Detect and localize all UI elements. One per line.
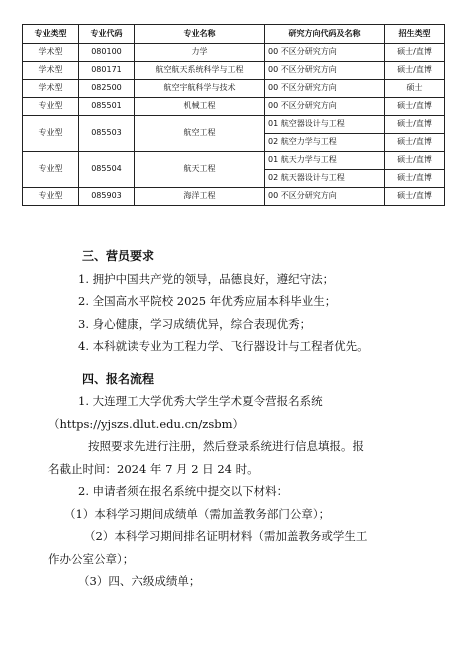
cell-name: 力学 (135, 44, 265, 62)
body-text (48, 245, 448, 593)
section4-heading: 四、报名流程 (82, 371, 155, 386)
cell-code: 080100 (79, 44, 135, 62)
cell-type: 学术型 (23, 62, 79, 80)
header-type: 专业类型 (23, 25, 79, 44)
cell-type: 专业型 (23, 188, 79, 206)
cell-direction: 01 航天力学与工程 (265, 152, 385, 170)
requirement-item: 1. 拥护中国共产党的领导，品德良好，遵纪守法； (78, 271, 335, 286)
header-enroll: 招生类型 (385, 25, 445, 44)
cell-direction: 02 航空力学与工程 (265, 134, 385, 152)
table-row (23, 188, 445, 206)
cell-code: 082500 (79, 80, 135, 98)
cell-type: 专业型 (23, 152, 79, 188)
material-item-continued: 作办公室公章）； (48, 551, 135, 566)
table-row (23, 116, 445, 134)
cell-code: 085903 (79, 188, 135, 206)
cell-direction: 00 不区分研究方向 (265, 44, 385, 62)
cell-direction: 00 不区分研究方向 (265, 62, 385, 80)
cell-enroll: 硕士/直博 (385, 44, 445, 62)
section3-heading: 三、营员要求 (82, 249, 155, 263)
cell-type: 学术型 (23, 80, 79, 98)
programs-table (22, 24, 445, 206)
cell-type: 专业型 (23, 116, 79, 152)
cell-name: 航空航天系统科学与工程 (135, 62, 265, 80)
cell-enroll: 硕士/直博 (385, 116, 445, 134)
table-row (23, 80, 445, 98)
cell-code: 085503 (79, 116, 135, 152)
cell-code: 080171 (79, 62, 135, 80)
process-paragraph-2: 按照要求先进行注册，然后登录系统进行信息填报。报 (88, 439, 364, 453)
cell-type: 学术型 (23, 44, 79, 62)
requirement-item: 2. 全国高水平院校 2025 年优秀应届本科毕业生； (78, 294, 337, 308)
table-row (23, 98, 445, 116)
header-code: 专业代码 (79, 25, 135, 44)
registration-url: （https://yjszs.dlut.edu.cn/zsbm） (48, 416, 245, 431)
cell-enroll: 硕士/直博 (385, 152, 445, 170)
cell-enroll: 硕士/直博 (385, 170, 445, 188)
process-paragraph-3: 2. 申请者须在报名系统中提交以下材料： (78, 484, 289, 498)
deadline-line: 名截止时间：2024 年 7 月 2 日 24 时。 (48, 461, 259, 476)
cell-code: 085501 (79, 98, 135, 116)
cell-direction: 02 航天器设计与工程 (265, 170, 385, 188)
cell-code: 085504 (79, 152, 135, 188)
table-row (23, 44, 445, 62)
cell-name: 机械工程 (135, 98, 265, 116)
cell-enroll: 硕士/直博 (385, 188, 445, 206)
cell-name: 航空工程 (135, 116, 265, 152)
cell-direction: 00 不区分研究方向 (265, 98, 385, 116)
cell-direction: 00 不区分研究方向 (265, 188, 385, 206)
cell-enroll: 硕士 (385, 80, 445, 98)
header-direction: 研究方向代码及名称 (265, 25, 385, 44)
requirement-item: 3. 身心健康，学习成绩优异，综合表现优秀； (78, 316, 312, 331)
table-header-row (23, 25, 445, 44)
table-row (23, 62, 445, 80)
process-paragraph-1: 1. 大连理工大学优秀大学生学术夏令营报名系统 (78, 394, 323, 408)
cell-enroll: 硕士/直博 (385, 62, 445, 80)
requirement-item: 4. 本科就读专业为工程力学、飞行器设计与工程者优先。 (78, 339, 369, 353)
material-item: （3）四、六级成绩单； (78, 574, 201, 588)
cell-enroll: 硕士/直博 (385, 98, 445, 116)
cell-name: 航天工程 (135, 152, 265, 188)
cell-direction: 01 航空器设计与工程 (265, 116, 385, 134)
cell-direction: 00 不区分研究方向 (265, 80, 385, 98)
cell-type: 专业型 (23, 98, 79, 116)
material-item: （1）本科学习期间成绩单（需加盖教务部门公章）； (64, 506, 331, 521)
cell-name: 航空宇航科学与技术 (135, 80, 265, 98)
table-row (23, 152, 445, 170)
material-item: （2）本科学习期间排名证明材料（需加盖教务或学生工 (84, 529, 368, 543)
cell-enroll: 硕士/直博 (385, 134, 445, 152)
cell-name: 海洋工程 (135, 188, 265, 206)
header-name: 专业名称 (135, 25, 265, 44)
